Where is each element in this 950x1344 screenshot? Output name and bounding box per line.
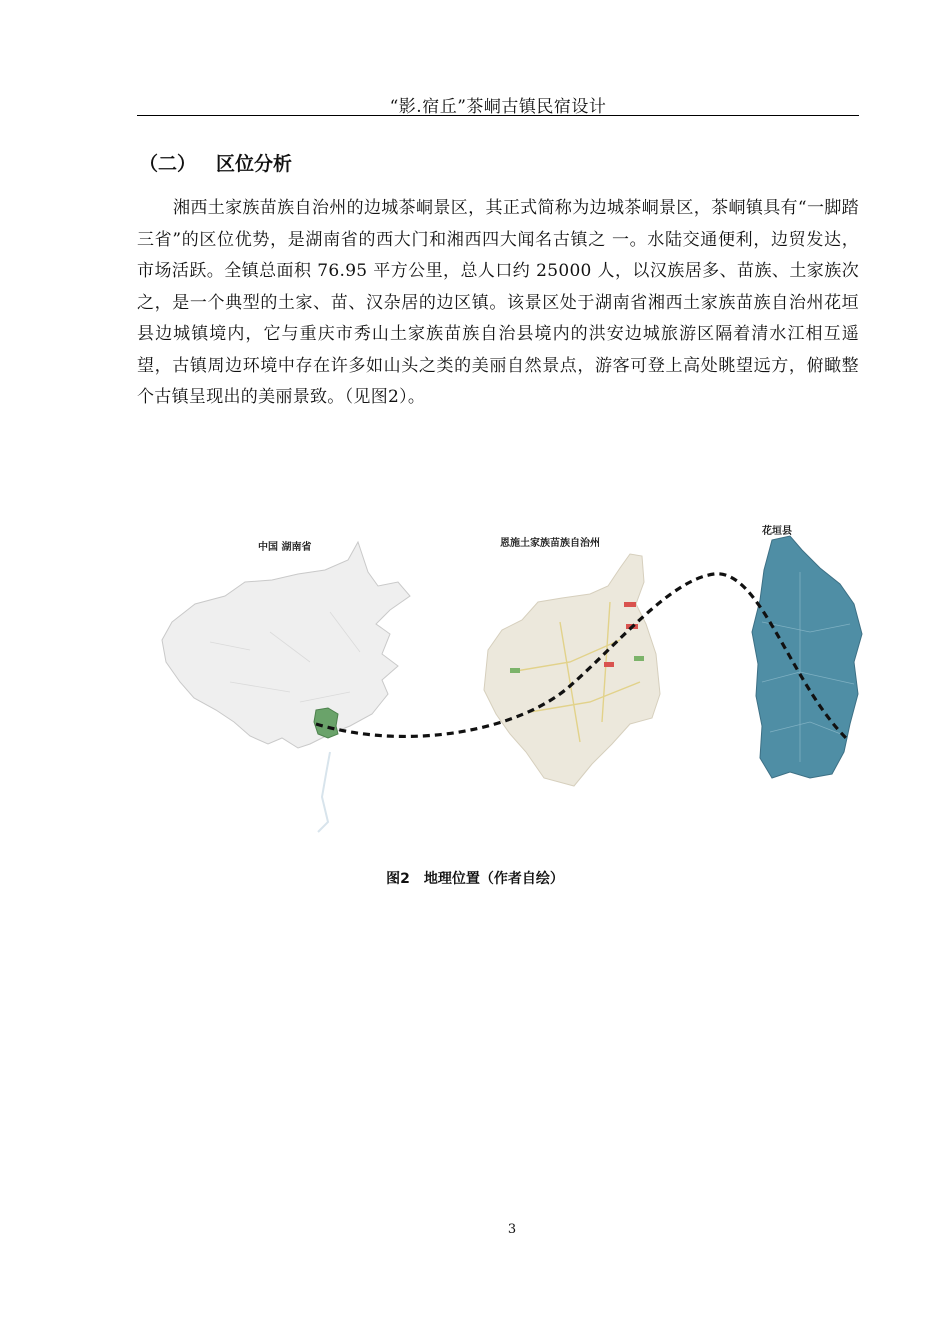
section-heading [139,149,292,176]
body-paragraph: 湘西土家族苗族自治州的边城茶峒景区，其正式简称为边城茶峒景区，茶峒镇具有“一脚踏三省”的区位优势，是湖南省的西大门和湘西四大闻名古镇之 一。水陆交通便利，边贸发达，市场活跃。全镇总面积 76.95 平方公里，总人口约 25000 人，以汉族居多、苗族、土家族次之，是一个典型的土家、苗、汉杂居的边区镇。该景区处于湖南省湘西土家族苗族自治州花垣县边城镇境内，它与重庆市秀山土家族苗族自治县境内的洪安边城旅游区隔着清水江相互遥望，古镇周边环境中存在许多如山头之类的美丽自然景点，游客可登上高处眺望远方，俯瞰整个古镇呈现出的美丽景致。（见图2）。 [137,198,859,407]
map-label-china-hunan: 中国 湖南省 [258,542,312,553]
china-map-shape [162,542,410,748]
location-map-graphic [150,512,870,842]
section-title: 区位分析 [216,153,293,175]
header-title: “影.宿丘”茶峒古镇民宿设计 [389,97,607,117]
figure-caption [0,868,950,888]
figure-caption-text: 地理位置（作者自绘） [423,871,564,887]
huayuan-county-shape [752,536,862,778]
section-number: （二） [139,153,197,175]
header-rule [137,115,859,116]
page-number: 3 [507,1222,517,1237]
figure-caption-number: 图2 [386,871,410,887]
location-figure [150,512,870,842]
map-label-huayuan: 花垣县 [762,526,792,537]
map-label-enshi: 恩施土家族苗族自治州 [500,538,600,549]
